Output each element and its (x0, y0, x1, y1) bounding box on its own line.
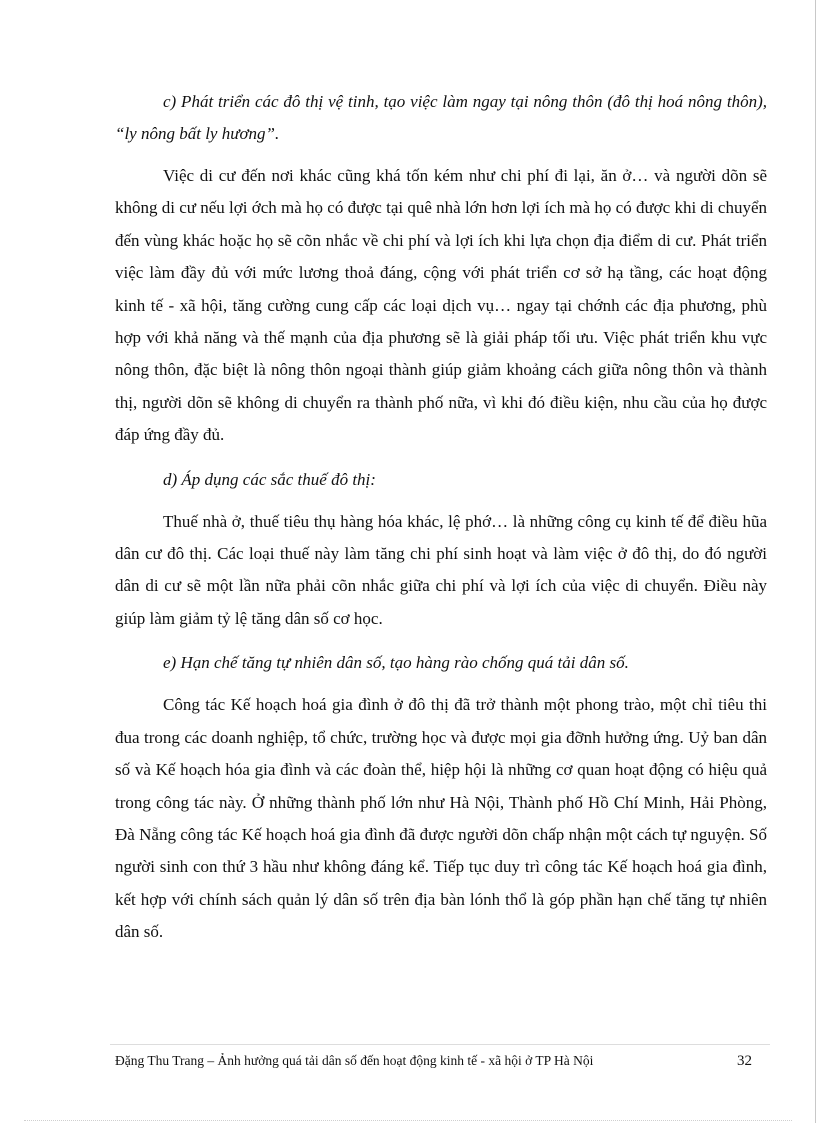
section-heading-d: d) Áp dụng các sắc thuế đô thị: (163, 469, 376, 489)
section-heading-e: e) Hạn chế tăng tự nhiên dân số, tạo hàng rào chống quá tải dân số. (163, 653, 629, 673)
page-number: 32 (737, 1053, 752, 1069)
section-heading-c: c) Phát triển các đô thị vệ tinh, tạo việc làm ngay tại nông thôn (đô thị hoá nông thôn), “ly nông bất ly hương”. (115, 92, 767, 143)
page-content (115, 86, 767, 961)
footer-divider (110, 1044, 770, 1045)
section-paragraph-c: Việc di cư đến nơi khác cũng khá tốn kém như chi phí đi lại, ăn ở… và người dõn sẽ không di cư nếu lợi ớch mà họ có được tại quê nhà lớn hơn lợi ích mà họ có được khi di chuyển đến vùng khác hoặc họ sẽ cõn nhắc về chi phí và lợi ích khi lựa chọn địa điểm di cư. Phát triển việc làm đầy đủ với mức lương thoả đáng, cộng với phát triển cơ sở hạ tầng, các hoạt động kinh tế - xã hội, tăng cường cung cấp các loại dịch vụ… ngay tại chớnh các địa phương, phù hợp với khả năng và thế mạnh của địa phương sẽ là giải pháp tối ưu. Việc phát triển khu vực nông thôn, đặc biệt là nông thôn ngoại thành giúp giảm khoảng cách giữa nông thôn và thành thị, người dõn sẽ không di chuyển ra thành phố nữa, vì khi đó điều kiện, nhu cầu của họ được đáp ứng đầy đủ. (115, 166, 767, 445)
section-paragraph-e: Công tác Kế hoạch hoá gia đình ở đô thị đã trở thành một phong trào, một chỉ tiêu thi đua trong các doanh nghiệp, tổ chức, trường học và được mọi gia đỡnh hưởng ứng. Uỷ ban dân số và Kế hoạch hóa gia đình và các đoàn thể, hiệp hội là những cơ quan hoạt động có hiệu quả trong công tác này. Ở những thành phố lớn như Hà Nội, Thành phố Hồ Chí Minh, Hải Phòng, Đà Nẵng công tác Kế hoạch hoá gia đình đã được người dõn chấp nhận một cách tự nguyện. Số người sinh con thứ 3 hầu như không đáng kể. Tiếp tục duy trì công tác Kế hoạch hoá gia đình, kết hợp với chính sách quản lý dân số trên địa bàn lónh thổ là góp phần hạn chế tăng tự nhiên dân số. (115, 695, 767, 942)
section-paragraph-d: Thuế nhà ở, thuế tiêu thụ hàng hóa khác, lệ phớ… là những công cụ kinh tế để điều hũa dân cư đô thị. Các loại thuế này làm tăng chi phí sinh hoạt và làm việc ở đô thị, do đó người dân di cư sẽ một lần nữa phải cõn nhắc giữa chi phí và lợi ích của việc di chuyển. Điều này giúp làm giảm tỷ lệ tăng dân số cơ học. (115, 511, 767, 628)
page-bottom-border (24, 1120, 792, 1121)
footer-text: Đặng Thu Trang – Ảnh hưởng quá tải dân số đến hoạt động kinh tế - xã hội ở TP Hà Nội (115, 1053, 594, 1068)
